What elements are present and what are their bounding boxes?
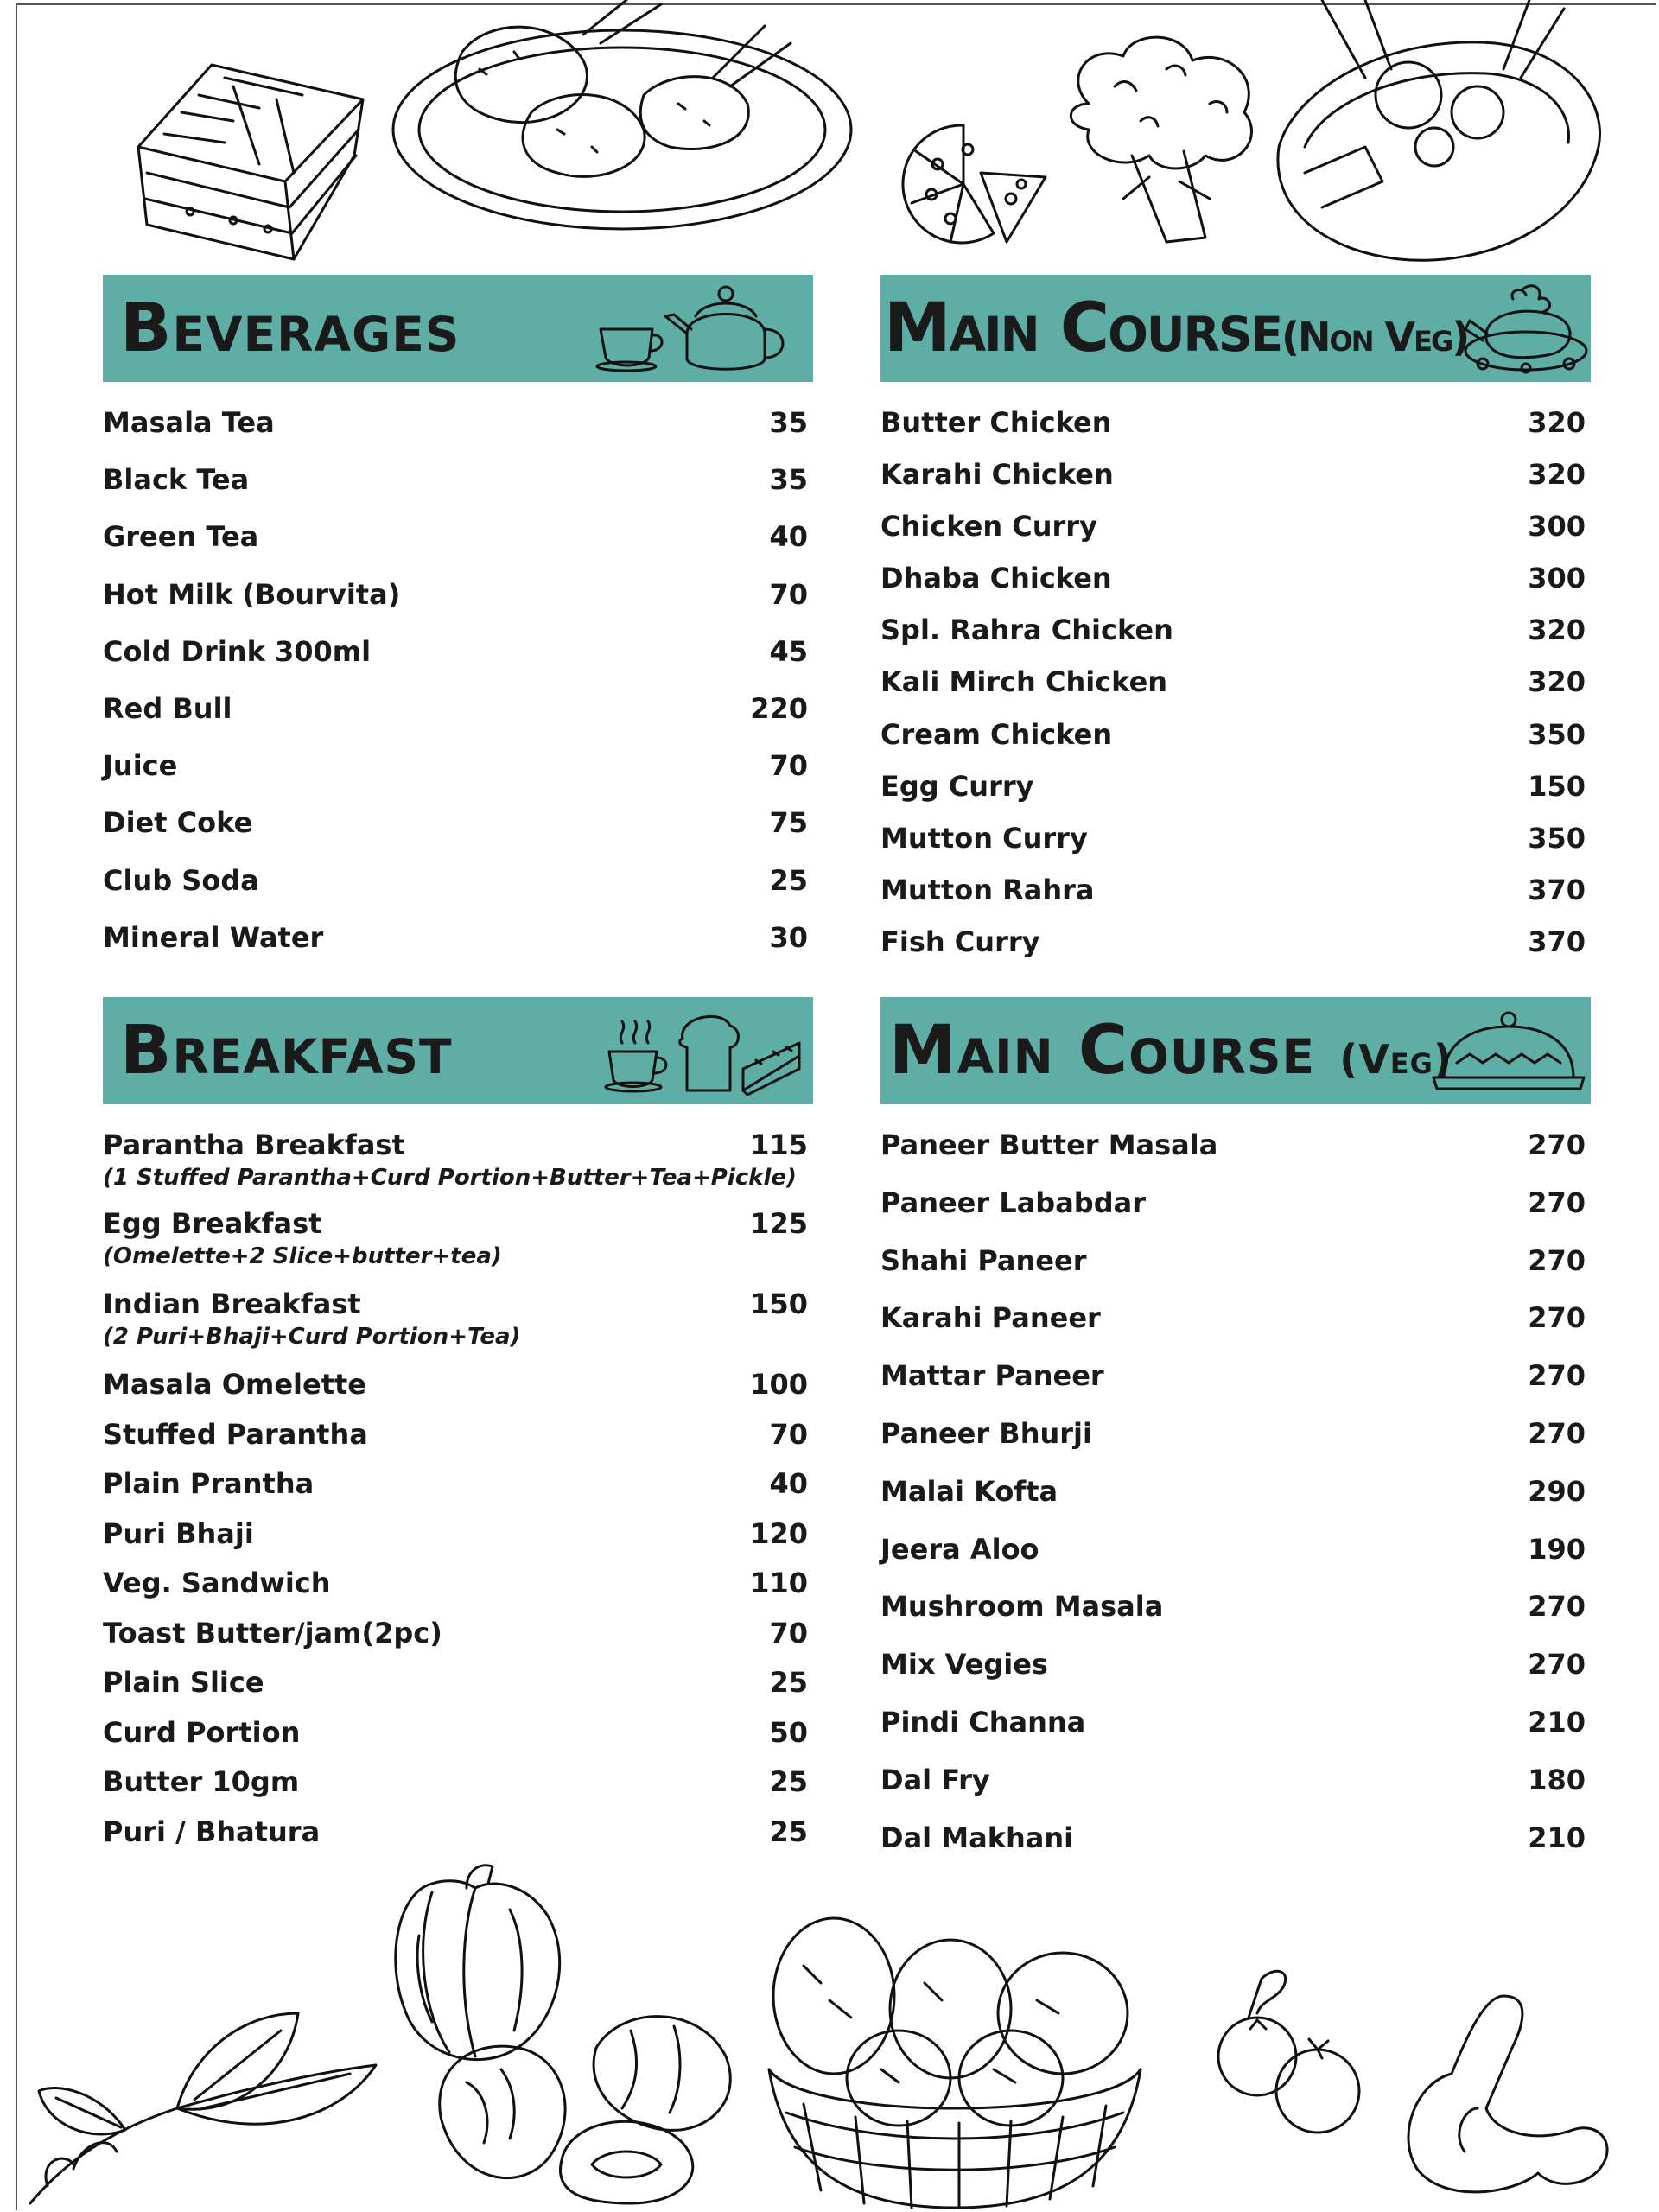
list-item — [880, 1417, 1591, 1475]
item-price: 70 — [769, 577, 808, 611]
list-item — [103, 1666, 813, 1716]
list-item — [103, 463, 813, 520]
item-price: 120 — [750, 1516, 808, 1550]
list-item — [103, 864, 813, 921]
list-item — [880, 613, 1591, 665]
item-price: 150 — [1528, 769, 1586, 803]
item-price: 40 — [769, 520, 808, 554]
item-name: Egg Breakfast — [103, 1207, 322, 1240]
list-item — [880, 874, 1591, 925]
item-name: Parantha Breakfast — [103, 1128, 405, 1161]
item-name: Mutton Curry — [880, 821, 1088, 855]
item-price: 70 — [769, 749, 808, 783]
list-item — [103, 921, 813, 978]
teapot-cup-icon — [592, 282, 799, 375]
item-name: Plain Prantha — [103, 1467, 315, 1500]
item-price: 290 — [1528, 1474, 1586, 1508]
item-name: Paneer Lababdar — [880, 1185, 1146, 1219]
main-veg-list — [880, 1128, 1591, 1878]
list-item — [103, 749, 813, 806]
list-item — [880, 1821, 1591, 1879]
item-name: Puri / Bhatura — [103, 1815, 321, 1848]
item-name: Karahi Chicken — [880, 458, 1114, 492]
item-price: 110 — [750, 1567, 808, 1599]
item-price: 320 — [1528, 458, 1586, 492]
list-item — [880, 1648, 1591, 1706]
list-item — [103, 1765, 813, 1815]
item-price: 70 — [769, 1616, 808, 1649]
list-item — [103, 1287, 813, 1368]
item-price: 125 — [750, 1207, 808, 1240]
item-price: 45 — [769, 634, 808, 668]
list-item — [103, 578, 813, 635]
list-item — [880, 1359, 1591, 1417]
list-item — [880, 1475, 1591, 1533]
item-name: Plain Slice — [103, 1666, 264, 1699]
item-price: 150 — [750, 1287, 808, 1320]
breakfast-banner — [103, 997, 813, 1104]
item-name: Mineral Water — [103, 920, 324, 954]
item-price: 25 — [769, 1815, 808, 1848]
chicken-leg-icon — [1391, 1979, 1624, 2203]
list-item — [880, 822, 1591, 874]
fried-shrimp-plate-illustration-icon — [385, 0, 860, 238]
item-price: 350 — [1528, 717, 1586, 751]
item-name: Mushroom Masala — [880, 1590, 1164, 1624]
main-nonveg-subtitle: (Non Veg) — [1281, 314, 1469, 360]
item-name: Cold Drink 300ml — [103, 634, 372, 668]
list-item — [880, 1590, 1591, 1648]
main-veg-banner — [880, 997, 1591, 1104]
item-price: 30 — [769, 920, 808, 954]
list-item — [103, 1617, 813, 1667]
breakfast-title: Breakfast — [120, 1012, 453, 1090]
list-item — [880, 510, 1591, 562]
list-item — [103, 1716, 813, 1766]
item-name: Dhaba Chicken — [880, 562, 1112, 595]
item-price: 35 — [769, 406, 808, 439]
list-item — [103, 806, 813, 863]
list-item — [103, 1128, 813, 1207]
item-price: 40 — [769, 1467, 808, 1500]
item-name: Mattar Paneer — [880, 1359, 1104, 1393]
item-name: Juice — [103, 749, 178, 783]
list-item — [103, 1368, 813, 1418]
item-name: Stuffed Parantha — [103, 1417, 368, 1451]
item-price: 25 — [769, 1765, 808, 1798]
item-name: Indian Breakfast — [103, 1287, 361, 1320]
item-price: 220 — [750, 691, 808, 725]
item-price: 210 — [1528, 1821, 1586, 1854]
item-description: (1 Stuffed Parantha+Curd Portion+Butter+Tea+Pickle) — [103, 1165, 797, 1191]
item-name: Paneer Bhurji — [880, 1416, 1092, 1450]
list-item — [880, 1706, 1591, 1764]
item-name: Egg Curry — [880, 769, 1034, 803]
bread-basket-illustration-icon — [752, 1914, 1158, 2212]
list-item — [880, 665, 1591, 717]
item-name: Veg. Sandwich — [103, 1567, 331, 1599]
item-name: Karahi Paneer — [880, 1301, 1101, 1335]
item-price: 370 — [1528, 873, 1586, 906]
item-name: Jeera Aloo — [880, 1532, 1039, 1566]
list-item — [880, 1128, 1591, 1186]
main-nonveg-list — [880, 406, 1591, 977]
item-description: (Omelette+2 Slice+butter+tea) — [103, 1243, 502, 1269]
beverages-list — [103, 406, 813, 978]
list-item — [880, 1244, 1591, 1302]
list-item — [880, 458, 1591, 510]
item-price: 320 — [1528, 613, 1586, 647]
item-price: 100 — [750, 1368, 808, 1401]
tomatoes-illustration-icon — [1214, 1961, 1370, 2134]
herb-leaves-illustration-icon — [22, 1979, 385, 2212]
item-price: 300 — [1528, 510, 1586, 543]
main-nonveg-banner — [880, 275, 1591, 382]
list-item — [103, 692, 813, 749]
main-veg-title-text: Main Course — [889, 1012, 1316, 1090]
item-price: 115 — [750, 1128, 808, 1161]
item-price: 35 — [769, 463, 808, 497]
pizza-icon — [899, 117, 1054, 251]
list-item — [880, 562, 1591, 613]
main-veg-title — [889, 1012, 1452, 1090]
item-name: Mutton Rahra — [880, 873, 1095, 906]
beverages-title: Beverages — [120, 289, 461, 367]
list-item — [880, 770, 1591, 822]
item-name: Diet Coke — [103, 806, 253, 840]
item-name: Red Bull — [103, 691, 232, 725]
list-item — [880, 1186, 1591, 1244]
walnuts-illustration-icon — [423, 1987, 752, 2208]
item-name: Dal Fry — [880, 1763, 990, 1796]
item-price: 70 — [769, 1417, 808, 1451]
main-veg-subtitle: (Veg) — [1339, 1036, 1452, 1083]
item-name: Chicken Curry — [880, 510, 1097, 543]
list-item — [880, 406, 1591, 458]
item-name: Shahi Paneer — [880, 1243, 1087, 1277]
list-item — [103, 406, 813, 463]
item-name: Green Tea — [103, 520, 259, 554]
item-price: 270 — [1528, 1128, 1586, 1161]
item-price: 300 — [1528, 562, 1586, 595]
bowl-dish-illustration-icon — [1270, 0, 1616, 272]
item-price: 320 — [1528, 406, 1586, 439]
item-name: Dal Makhani — [880, 1821, 1074, 1854]
list-item — [103, 1467, 813, 1517]
item-price: 25 — [769, 863, 808, 897]
list-item — [880, 1764, 1591, 1821]
item-name: Mix Vegies — [880, 1648, 1048, 1681]
item-price: 270 — [1528, 1648, 1586, 1681]
item-name: Masala Omelette — [103, 1368, 366, 1401]
item-price: 50 — [769, 1715, 808, 1749]
item-name: Butter 10gm — [103, 1765, 300, 1798]
sandwich-illustration-icon — [130, 52, 380, 268]
item-name: Pindi Channa — [880, 1705, 1086, 1738]
list-item — [880, 1533, 1591, 1591]
beverages-banner — [103, 275, 813, 382]
item-price: 270 — [1528, 1590, 1586, 1624]
item-price: 210 — [1528, 1705, 1586, 1738]
item-name: Kali Mirch Chicken — [880, 665, 1168, 699]
item-price: 350 — [1528, 821, 1586, 855]
item-price: 270 — [1528, 1416, 1586, 1450]
item-description: (2 Puri+Bhaji+Curd Portion+Tea) — [103, 1324, 521, 1350]
item-price: 270 — [1528, 1301, 1586, 1335]
breakfast-list — [103, 1128, 813, 1865]
list-item — [880, 718, 1591, 770]
list-item — [103, 520, 813, 577]
item-price: 180 — [1528, 1763, 1586, 1796]
list-item — [880, 1301, 1591, 1359]
item-price: 75 — [769, 806, 808, 840]
item-name: Malai Kofta — [880, 1474, 1058, 1508]
list-item — [103, 1567, 813, 1617]
list-item — [880, 925, 1591, 977]
main-nonveg-title — [884, 289, 1468, 367]
item-name: Masala Tea — [103, 406, 275, 439]
item-name: Cream Chicken — [880, 717, 1113, 751]
list-item — [103, 1418, 813, 1468]
item-price: 370 — [1528, 925, 1586, 958]
main-nonveg-title-text: Main Course — [884, 289, 1282, 367]
item-name: Spl. Rahra Chicken — [880, 613, 1173, 647]
cloche-icon — [1427, 1004, 1591, 1097]
item-name: Curd Portion — [103, 1715, 301, 1749]
broccoli-icon — [1037, 26, 1270, 251]
item-name: Puri Bhaji — [103, 1516, 254, 1550]
list-item — [103, 1207, 813, 1287]
list-item — [103, 1517, 813, 1567]
item-price: 320 — [1528, 665, 1586, 699]
item-name: Fish Curry — [880, 925, 1040, 958]
item-price: 270 — [1528, 1359, 1586, 1393]
item-name: Black Tea — [103, 463, 250, 497]
item-name: Club Soda — [103, 863, 259, 897]
coffee-toast-cake-icon — [601, 1004, 808, 1097]
list-item — [103, 635, 813, 692]
roast-chicken-icon — [1461, 282, 1591, 375]
item-name: Butter Chicken — [880, 406, 1112, 439]
item-price: 25 — [769, 1666, 808, 1699]
item-name: Hot Milk (Bourvita) — [103, 577, 401, 611]
item-name: Paneer Butter Masala — [880, 1128, 1218, 1161]
item-name: Toast Butter/jam(2pc) — [103, 1616, 442, 1649]
item-price: 270 — [1528, 1243, 1586, 1277]
item-price: 190 — [1528, 1532, 1586, 1566]
item-price: 270 — [1528, 1185, 1586, 1219]
